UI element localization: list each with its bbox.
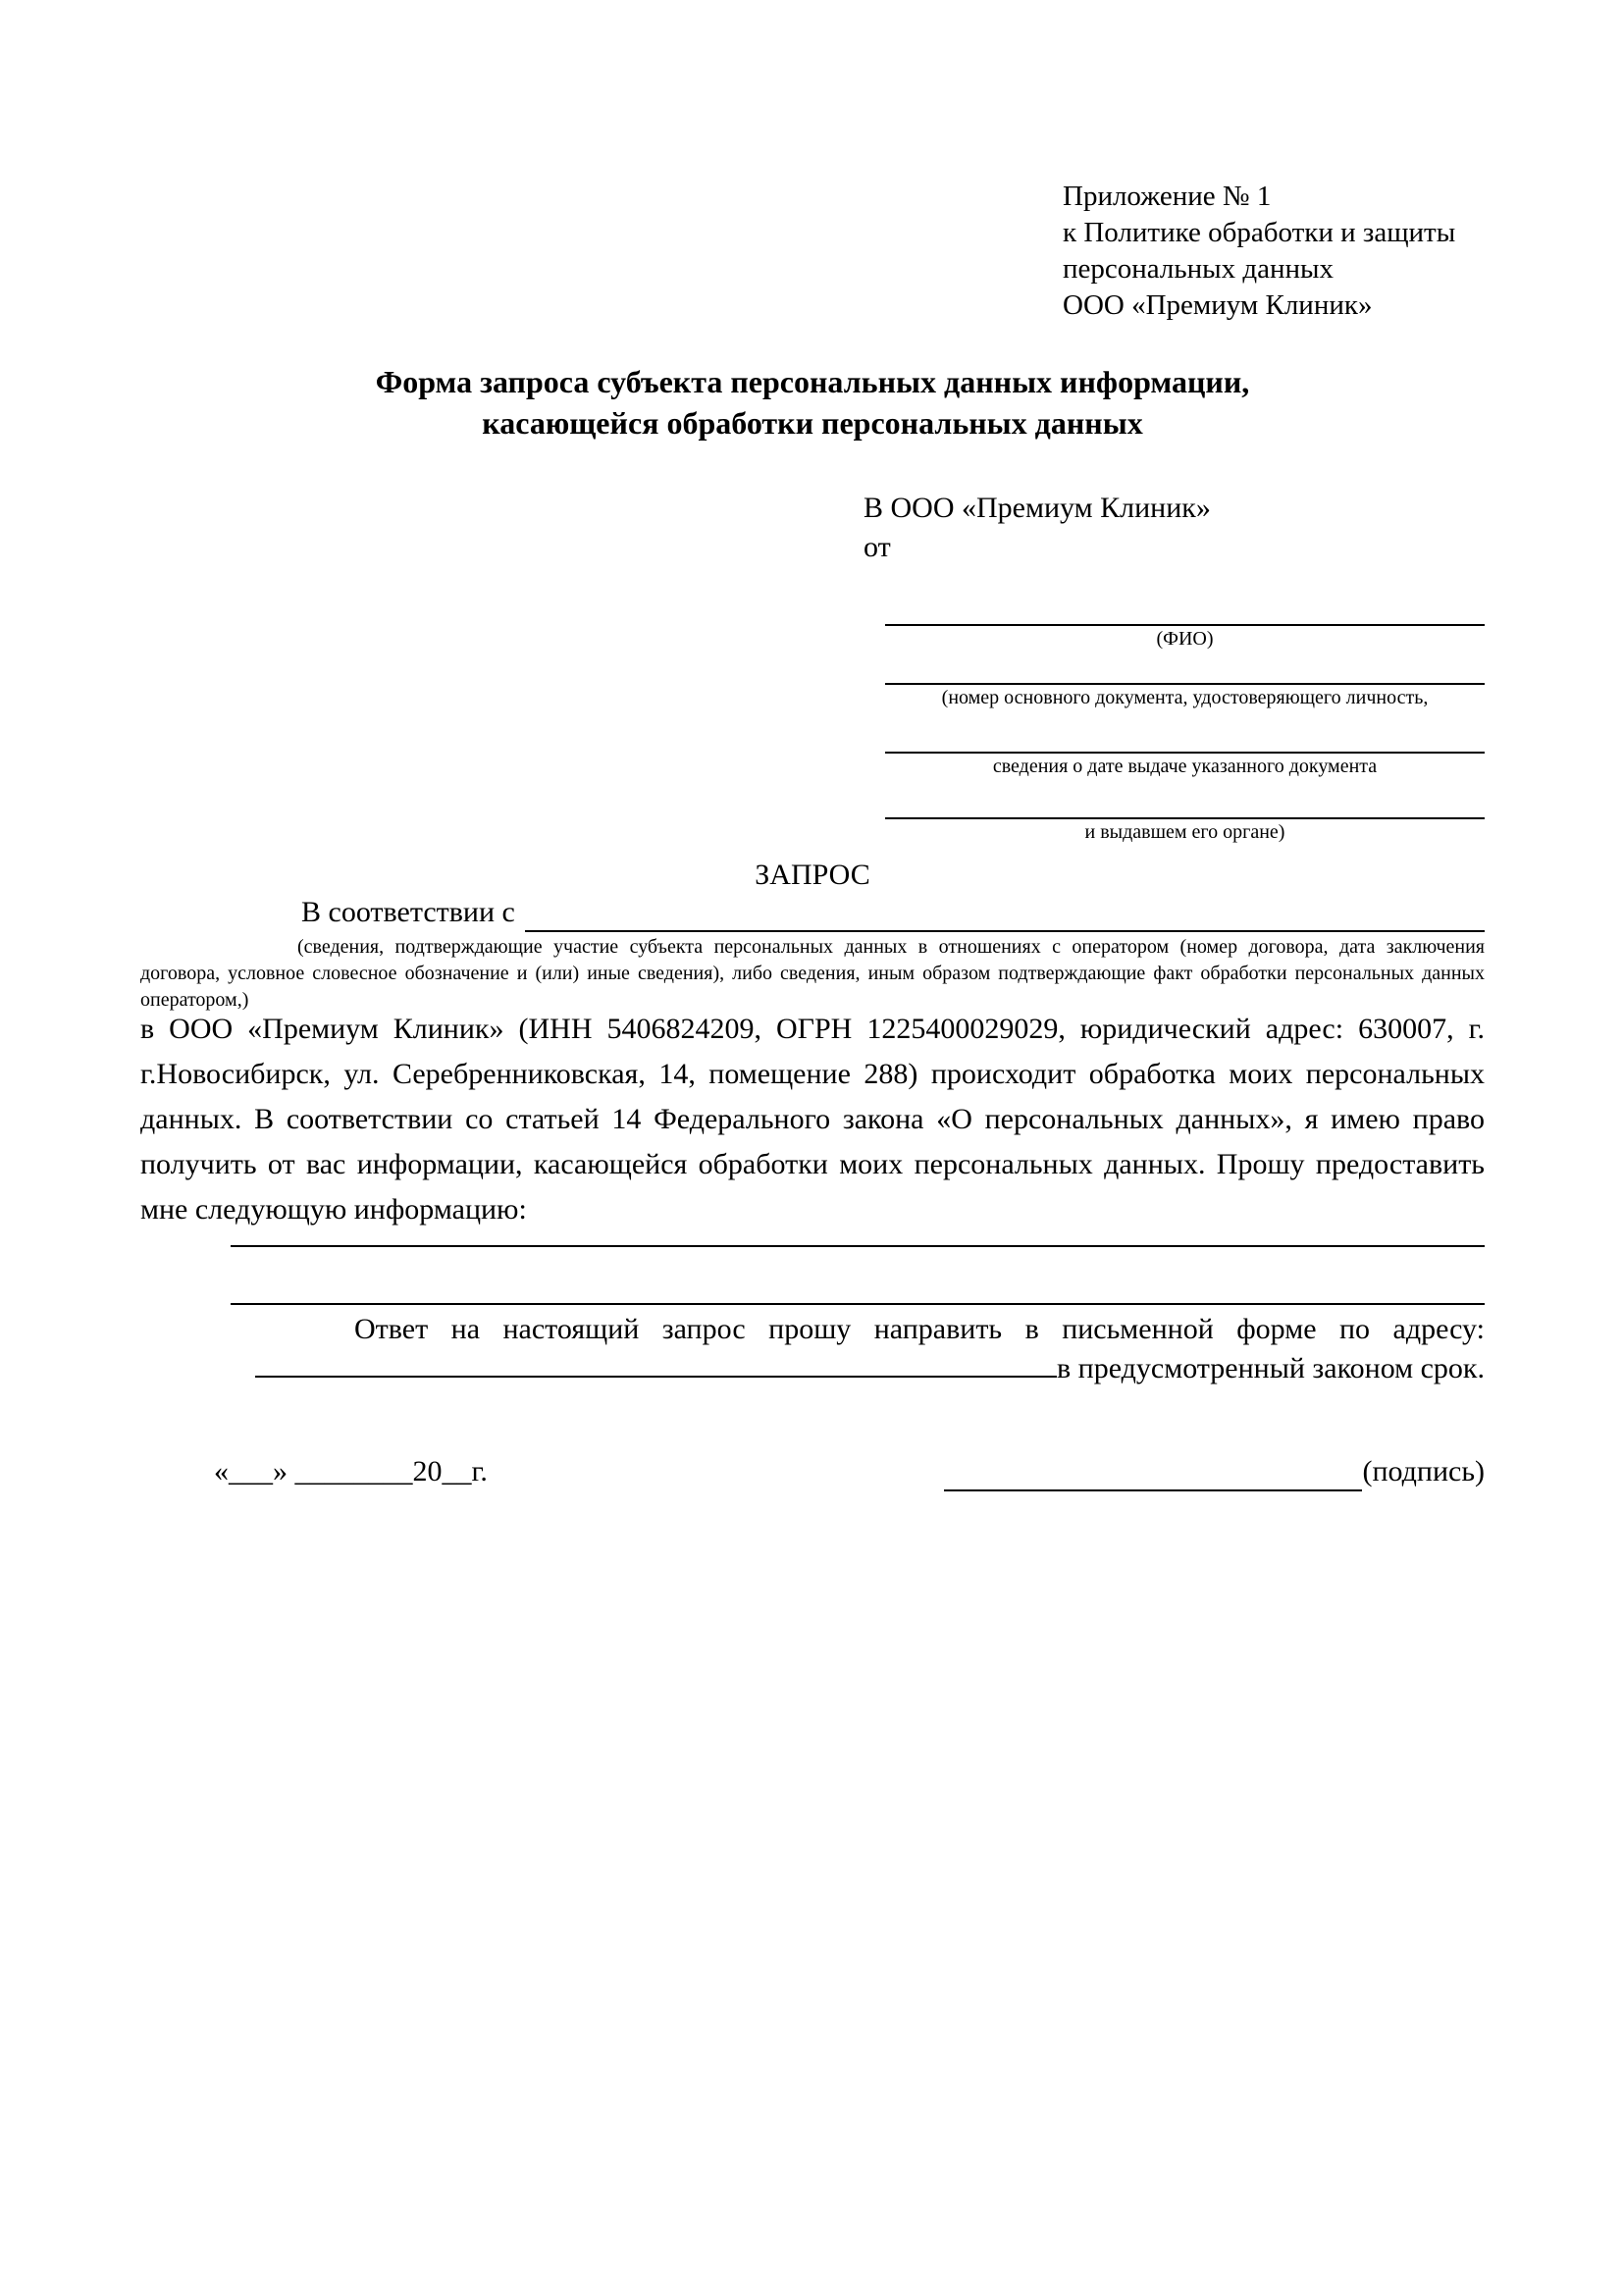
addressee-to: В ООО «Премиум Клиник» (864, 492, 1211, 524)
field-caption-fio: (ФИО) (1156, 628, 1214, 650)
answer-suffix-text: в предусмотренный законом срок. (1057, 1352, 1485, 1384)
field-caption-issue-date: сведения о дате выдаче указанного документа (992, 756, 1378, 777)
request-heading: ЗАПРОС (755, 859, 870, 891)
address-field-line[interactable] (255, 1346, 1057, 1378)
date-field[interactable]: «___» ________20__г. (214, 1455, 488, 1487)
info-field-line-2[interactable] (231, 1303, 1485, 1305)
appendix-line: ООО «Премиум Клиник» (1063, 289, 1373, 321)
addressee-block (864, 489, 1485, 845)
form-title-line: Форма запроса субъекта персональных данных информации, (375, 364, 1250, 399)
field-caption-issuing-authority: и выдавшем его органе) (1084, 821, 1285, 843)
info-field-line-1[interactable] (231, 1245, 1485, 1247)
answer-paragraph: Ответ на настоящий запрос прошу направить в письменной форме по адресу: (354, 1313, 1485, 1345)
consent-row (140, 893, 1485, 932)
footer-row (214, 1452, 1485, 1491)
consent-prefix-text: В соответствии с (301, 896, 515, 928)
appendix-line: к Политике обработки и защиты (1063, 217, 1456, 248)
signature-field-line[interactable] (944, 1460, 1362, 1491)
form-title-line: касающейся обработки персональных данных (482, 405, 1143, 441)
appendix-line: Приложение № 1 (1063, 181, 1272, 212)
appendix-header (1063, 179, 1455, 324)
address-row (255, 1346, 1485, 1388)
addressee-from: от (864, 531, 891, 563)
appendix-line: персональных данных (1063, 253, 1335, 285)
body-paragraph: в ООО «Премиум Клиник» (ИНН 5406824209, ОГРН 1225400029029, юридический адрес: 630007, г. г.Новосибирск, ул. Серебренниковская, 14, помещение 288) происходит обработка моих персональных данных. В соответствии со статьей 14 Федерального закона «О персональных данных», я имею право получить от вас информации, касающейся обработки моих персональных данных. Прошу предоставить мне следующую информацию: (140, 1013, 1485, 1226)
signature-caption: (подпись) (1362, 1455, 1485, 1487)
note-text: (сведения, подтверждающие участие субъекта персональных данных в отношениях с оператором (номер договора, дата заключения договора, условное словесное обозначение и (или) иные сведения), либо сведения, иным образом подтверждающие факт обработки персональных данных оператором,) (140, 936, 1485, 1011)
form-title (140, 361, 1485, 444)
consent-field-line[interactable] (525, 893, 1485, 932)
document-content (140, 0, 1485, 2296)
field-caption-document-number: (номер основного документа, удостоверяющего личность, (941, 687, 1429, 708)
